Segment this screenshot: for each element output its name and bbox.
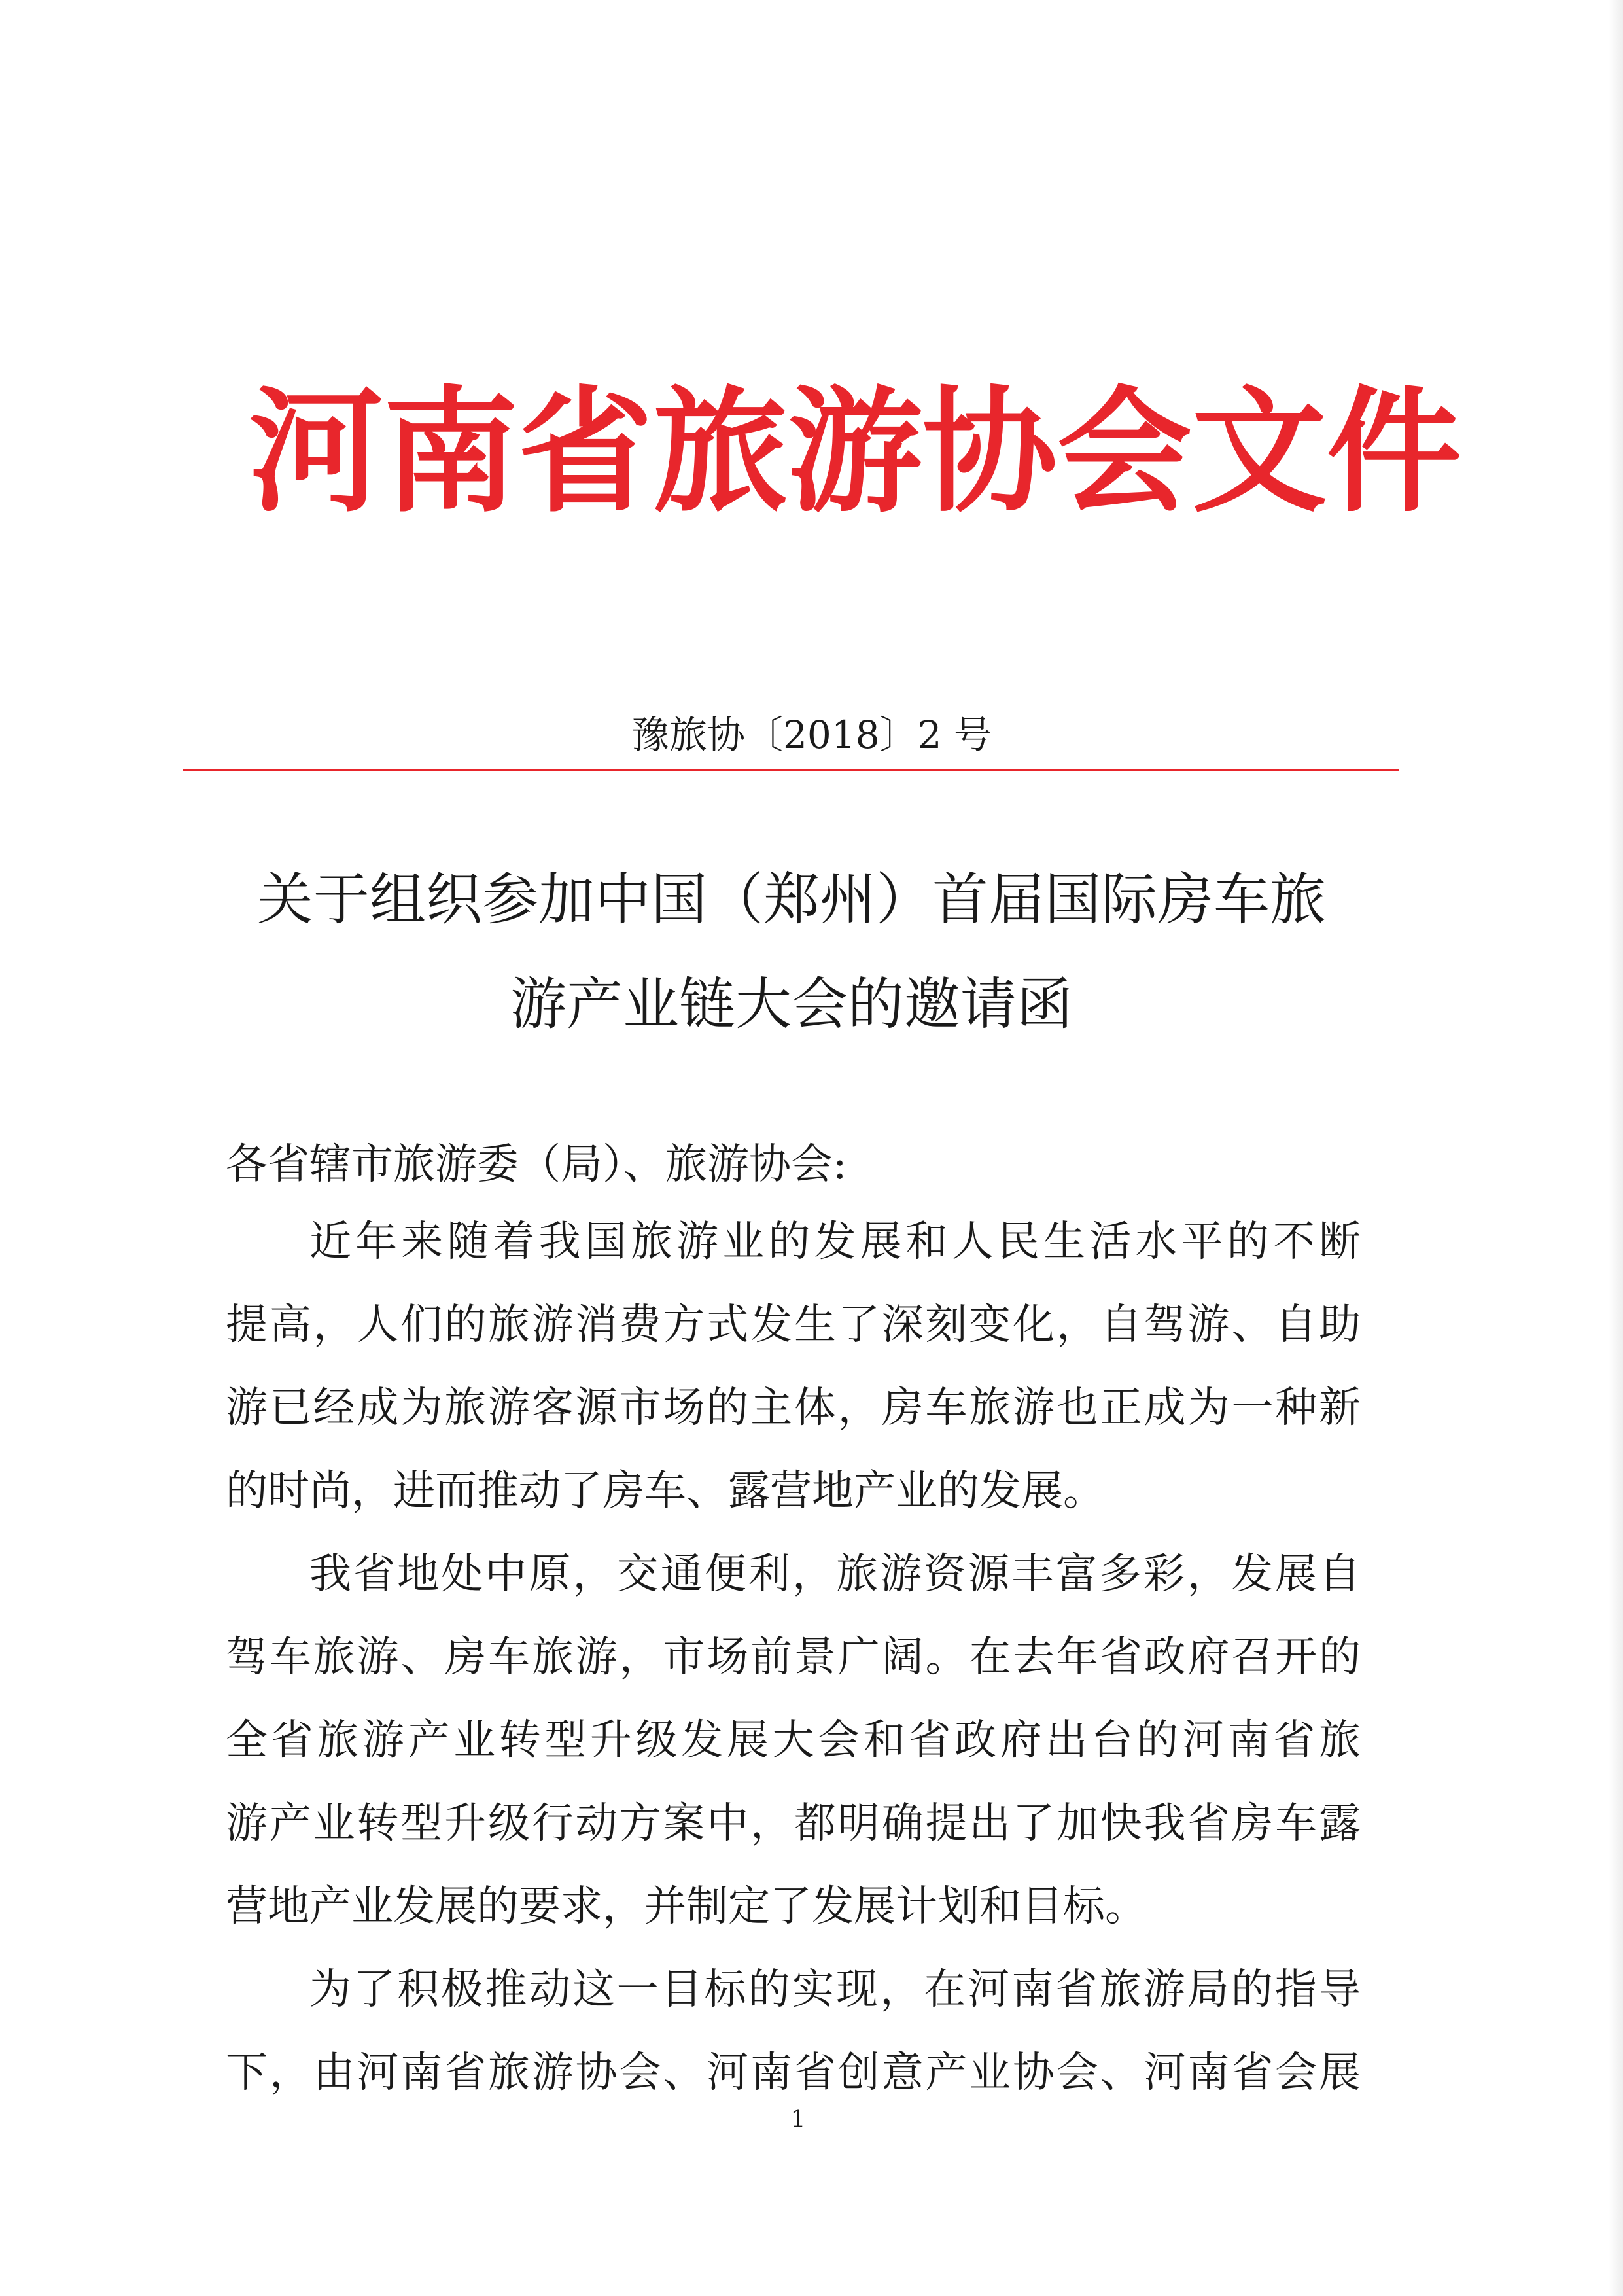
- document-title-line-2: 游产业链大会的邀请函: [510, 972, 1073, 1037]
- document-title-line-1: 关于组织参加中国（郑州）首届国际房车旅: [257, 867, 1326, 932]
- page-edge: [1609, 0, 1623, 2296]
- document-header-title: 河南省旅游协会文件: [249, 372, 1462, 531]
- document-title: [183, 847, 1400, 1057]
- body-line: 游产业转型升级行动方案中，都明确提出了加快我省房车露: [226, 1799, 1361, 1848]
- page-number: 1: [790, 2106, 806, 2133]
- body-line: 的时尚，进而推动了房车、露营地产业的发展。: [226, 1467, 1105, 1515]
- body-line: 为了积极推动这一目标的实现，在河南省旅游局的指导: [309, 1966, 1361, 2014]
- body-line: 下，由河南省旅游协会、河南省创意产业协会、河南省会展: [226, 2049, 1361, 2097]
- body-line: 提高，人们的旅游消费方式发生了深刻变化，自驾游、自助: [226, 1301, 1361, 1349]
- body-line: 全省旅游产业转型升级发展大会和省政府出台的河南省旅: [226, 1716, 1361, 1765]
- red-divider-line: [183, 769, 1399, 771]
- body-line: 驾车旅游、房车旅游，市场前景广阔。在去年省政府召开的: [226, 1633, 1361, 1682]
- body-line: 营地产业发展的要求，并制定了发展计划和目标。: [226, 1882, 1147, 1931]
- salutation: 各省辖市旅游委（局）、旅游协会:: [226, 1140, 847, 1189]
- document-body: [226, 1201, 1361, 2115]
- body-line: 我省地处中原，交通便利，旅游资源丰富多彩，发展自: [309, 1550, 1361, 1598]
- body-line: 游已经成为旅游客源市场的主体，房车旅游也正成为一种新: [226, 1384, 1361, 1432]
- body-line: 近年来随着我国旅游业的发展和人民生活水平的不断: [309, 1218, 1361, 1266]
- document-number: 豫旅协〔2018〕2 号: [631, 713, 992, 757]
